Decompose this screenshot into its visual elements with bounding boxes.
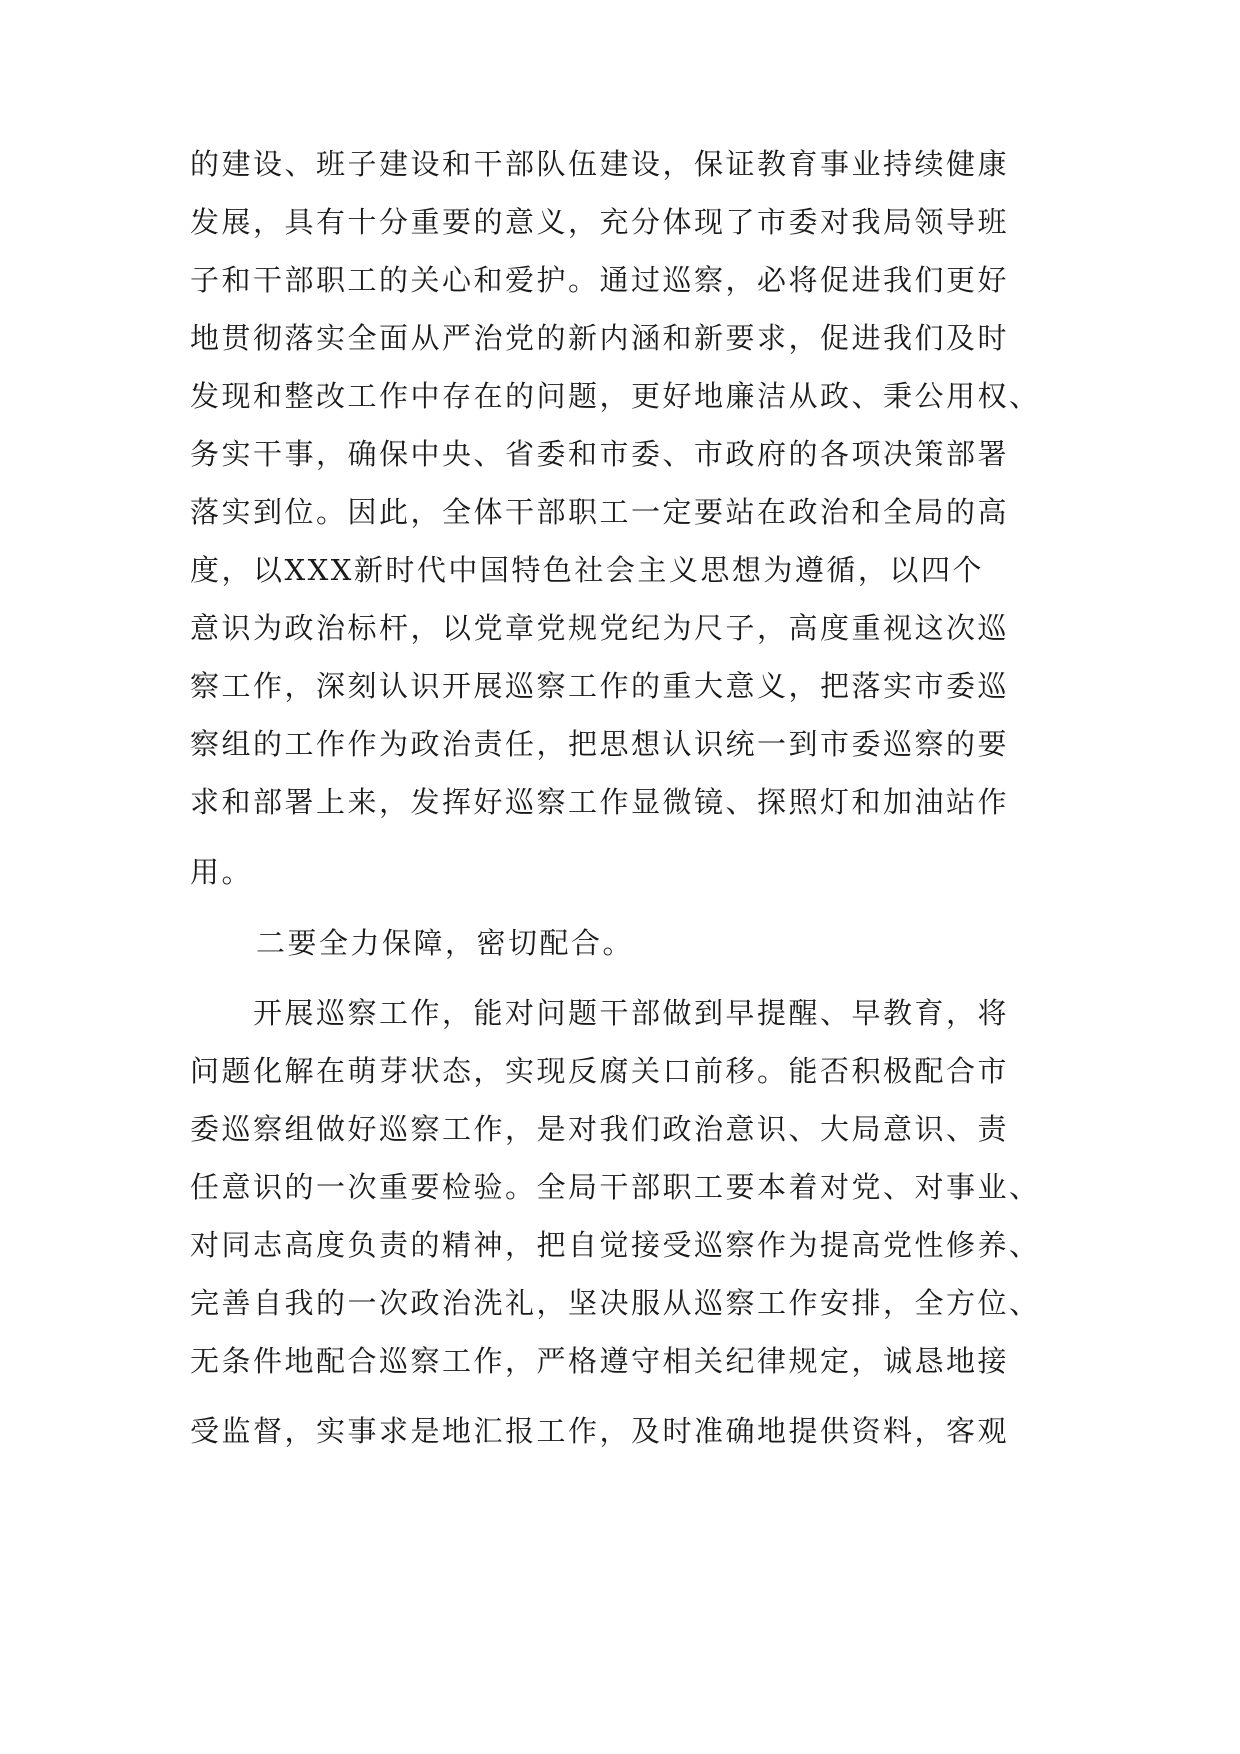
paragraph-line: 委巡察组做好巡察工作，是对我们政治意识、大局意识、责 [190, 1112, 1010, 1146]
paragraph-line: 的建设、班子建设和干部队伍建设，保证教育事业持续健康 [190, 147, 1010, 181]
section-heading: 二要全力保障，密切配合。 [256, 926, 635, 960]
paragraph-line: 察工作，深刻认识开展巡察工作的重大意义，把落实市委巡 [190, 669, 1010, 703]
paragraph-line: 意识为政治标杆，以党章党规党纪为尺子，高度重视这次巡 [190, 611, 1010, 645]
paragraph-line: 受监督，实事求是地汇报工作，及时准确地提供资料，客观 [190, 1414, 1010, 1448]
paragraph-2 [190, 984, 1070, 1460]
paragraph-line: 完善自我的一次政治洗礼，坚决服从巡察工作安排，全方位、 [190, 1286, 1041, 1320]
paragraph-line: 发展，具有十分重要的意义，充分体现了市委对我局领导班 [190, 205, 1010, 239]
paragraph-line: 察组的工作作为政治责任，把思想认识统一到市委巡察的要 [190, 727, 1010, 761]
paragraph-line: 求和部署上来，发挥好巡察工作显微镜、探照灯和加油站作 [190, 785, 1010, 819]
paragraph-line: 问题化解在萌芽状态，实现反腐关口前移。能否积极配合市 [190, 1054, 1010, 1088]
paragraph-line: 务实干事，确保中央、省委和市委、市政府的各项决策部署 [190, 437, 1010, 471]
paragraph-line: 子和干部职工的关心和爱护。通过巡察，必将促进我们更好 [190, 263, 1010, 297]
paragraph-line: 地贯彻落实全面从严治党的新内涵和新要求，促进我们及时 [190, 321, 1010, 355]
paragraph-line: 用。 [190, 855, 254, 889]
paragraph-line: 对同志高度负责的精神，把自觉接受巡察作为提高党性修养、 [190, 1228, 1041, 1262]
paragraph-line: 任意识的一次重要检验。全局干部职工要本着对党、对事业、 [190, 1170, 1041, 1204]
paragraph-line: 落实到位。因此，全体干部职工一定要站在政治和全局的高 [190, 495, 1010, 529]
paragraph-line: 度，以XXX新时代中国特色社会主义思想为遵循，以四个 [190, 553, 984, 587]
paragraph-line: 发现和整改工作中存在的问题，更好地廉洁从政、秉公用权、 [190, 379, 1041, 413]
paragraph-line: 无条件地配合巡察工作，严格遵守相关纪律规定，诚恳地接 [190, 1344, 1010, 1378]
paragraph-line: 开展巡察工作，能对问题干部做到早提醒、早教育，将 [190, 996, 1010, 1030]
paragraph-1 [190, 135, 1070, 901]
